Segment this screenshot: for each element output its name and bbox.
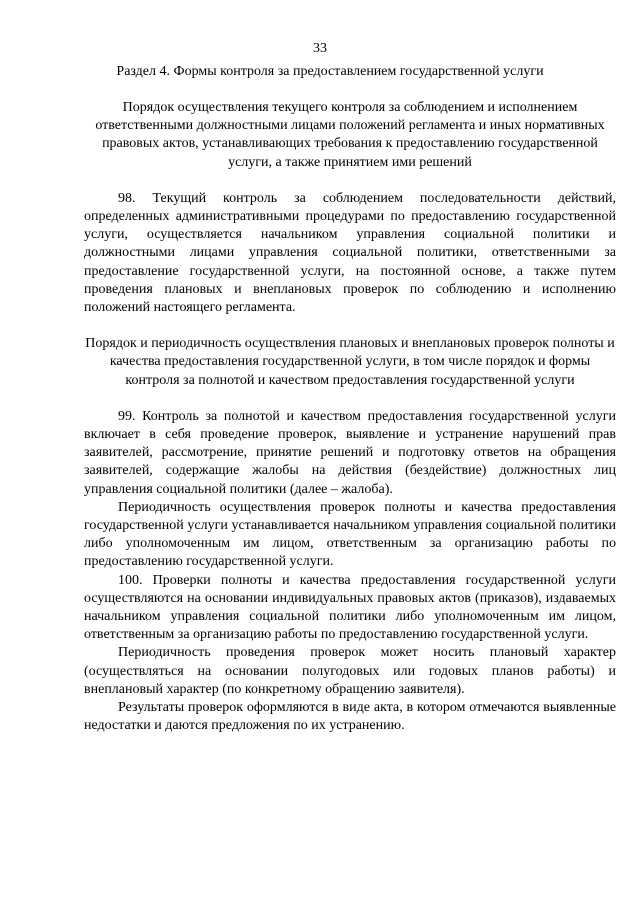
page-number: 33 (313, 41, 327, 56)
subsection-heading-inspections: Порядок и периодичность осуществления плановых и внеплановых проверок полноты и качества предоставления государственной услуги, в том числе порядок и формы контроля за полнотой и качеством предоставления государственной услуги (85, 336, 615, 388)
subsection-heading-current-control: Порядок осуществления текущего контроля за соблюдением и исполнением ответственными должностными лицами положений регламента и иных нормативных правовых актов, устанавливающих требования к предоставлению государственной услуги, а также принятием ими решений (95, 100, 605, 170)
document-body (84, 99, 616, 736)
spacer (84, 390, 616, 408)
paragraph-periodicity: Периодичность осуществления проверок полноты и качества предоставления государственной услуги устанавливается начальником управления социальной политики либо уполномоченным им лицом, ответственным за организацию работы по предоставлению государственной услуги. (84, 499, 616, 570)
section-title: Раздел 4. Формы контроля за предоставлением государственной услуги (116, 64, 544, 79)
paragraph-100: 100. Проверки полноты и качества предоставления государственной услуги осуществляются на основании индивидуальных правовых актов (приказов), издаваемых начальником управления социальной политики либо уполномоченным им лицом, ответственным за организацию работы по предоставлению государственной услуги. (84, 572, 616, 643)
paragraph-inspection-results: Результаты проверок оформляются в виде акта, в котором отмечаются выявленные недостатки и даются предложения по их устранению. (84, 700, 616, 734)
spacer (84, 317, 616, 335)
paragraph-99: 99. Контроль за полнотой и качеством предоставления государственной услуги включает в себя проведение проверок, выявление и устранение нарушений прав заявителей, рассмотрение, принятие решений и подготовку ответов на обращения заявителей, содержащие жалобы на действия (бездействие) должностных лиц управления социальной политики (далее – жалоба). (84, 408, 616, 497)
paragraph-98: 98. Текущий контроль за соблюдением последовательности действий, определенных административными процедурами по предоставлению государственной услуги, осуществляется начальником управления социальной политики и должностными лицами управления социальной политики, ответственными за предоставление государственной услуги, на постоянной основе, а также путем проведения плановых и внеплановых проверок по соблюдению и исполнению положений настоящего регламента. (84, 190, 616, 316)
spacer (84, 172, 616, 190)
paragraph-inspection-nature: Периодичность проведения проверок может носить плановый характер (осуществляться на основании полугодовых или годовых планов работы) и внеплановый характер (по конкретному обращению заявителя). (84, 645, 616, 697)
